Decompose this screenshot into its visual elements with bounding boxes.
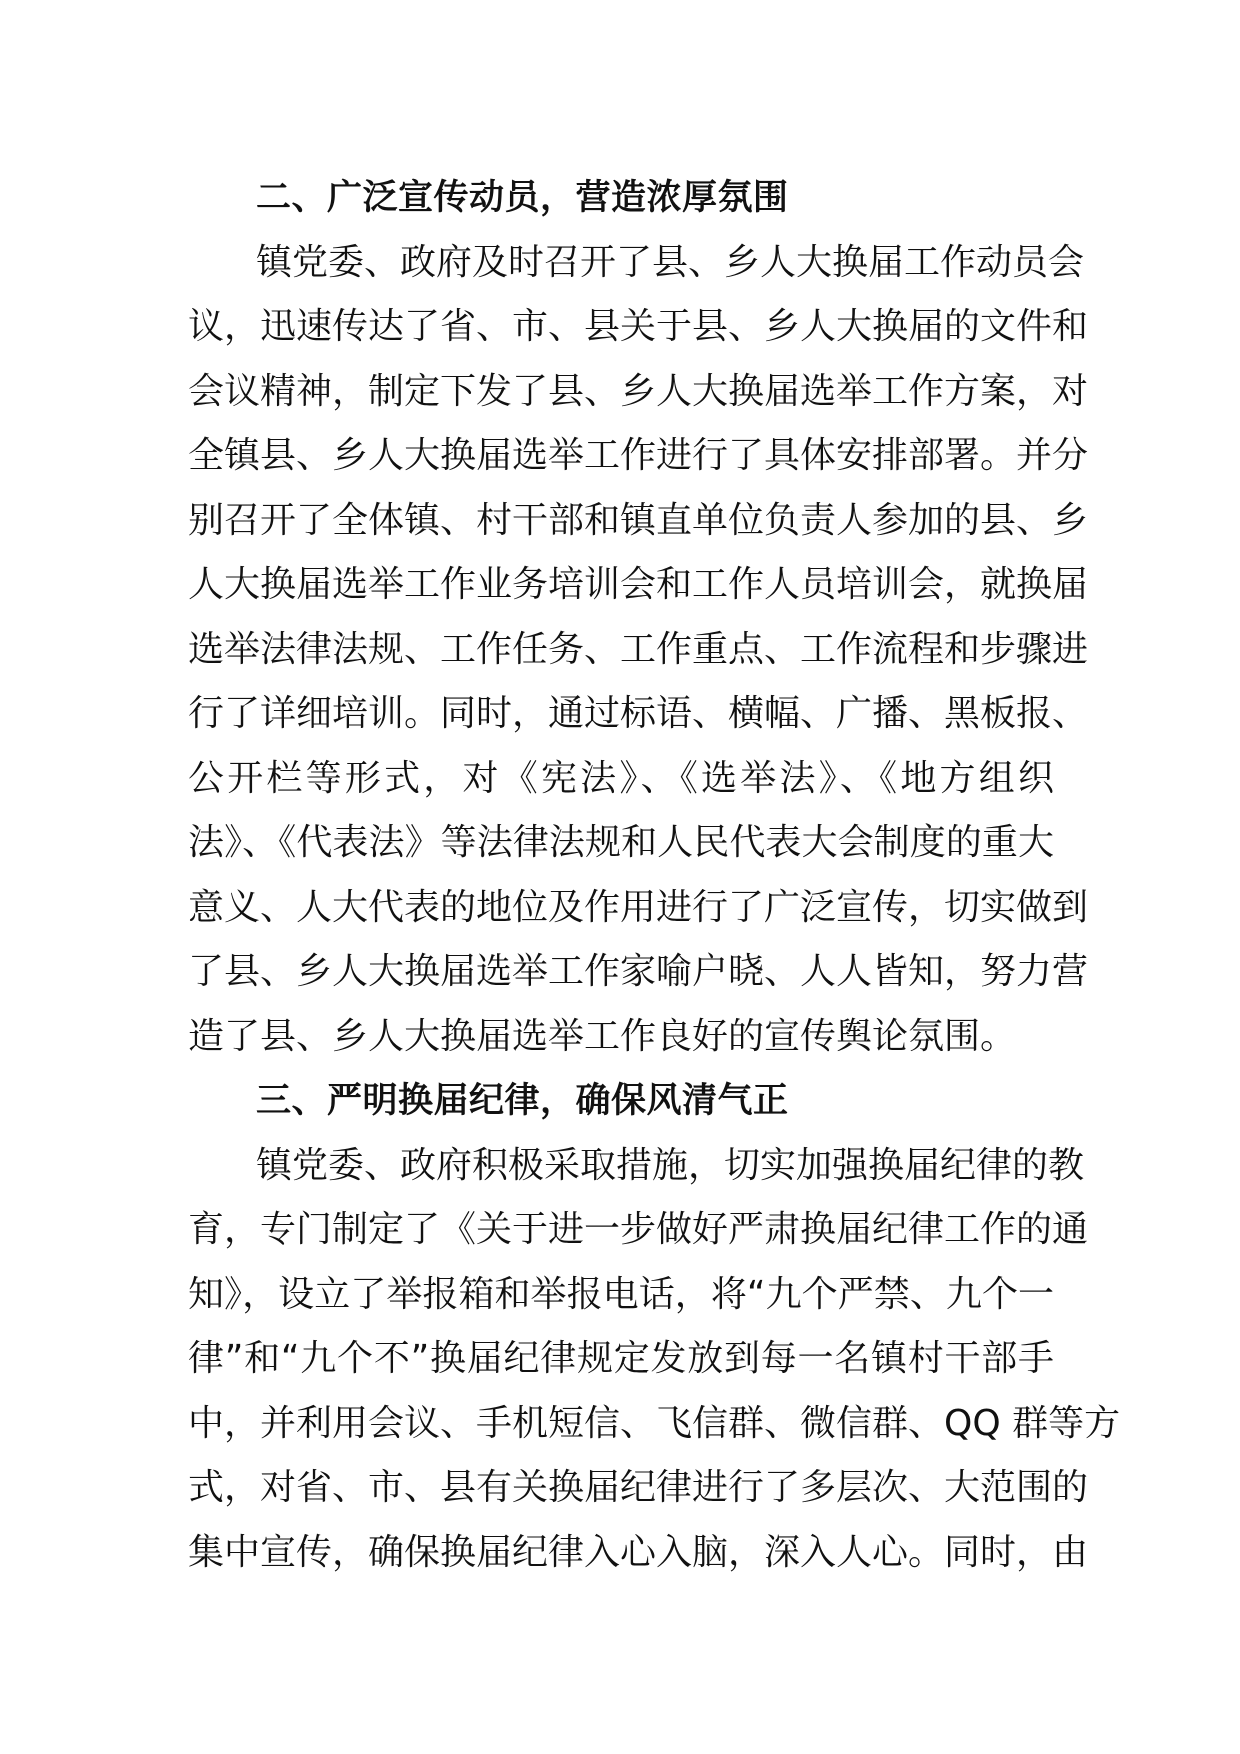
paragraph-line: 了县、乡人大换届选举工作家喻户晓、人人皆知，努力营 [188, 951, 1089, 992]
paragraph-line: 意义、人大代表的地位及作用进行了广泛宣传，切实做到 [188, 886, 1089, 928]
paragraph-line: 知》，设立了举报箱和举报电话，将“九个严禁、九个一 [188, 1273, 1054, 1315]
section-heading-3: 三、严明换届纪律，确保风清气正 [256, 1081, 789, 1121]
paragraph-line: 别召开了全体镇、村干部和镇直单位负责人参加的县、乡 [188, 499, 1089, 541]
section-2-paragraph [188, 231, 1089, 1070]
paragraph-line: 镇党委、政府积极采取措施，切实加强换届纪律的教 [256, 1144, 1085, 1186]
paragraph-line: 会议精神，制定下发了县、乡人大换届选举工作方案，对 [188, 370, 1089, 412]
paragraph-line: 镇党委、政府及时召开了县、乡人大换届工作动员会 [256, 241, 1085, 283]
paragraph-line: 行了详细培训。同时，通过标语、横幅、广播、黑板报、 [188, 693, 1089, 734]
paragraph-line: 育，专门制定了《关于进一步做好严肃换届纪律工作的通 [188, 1209, 1089, 1250]
paragraph-line: 全镇县、乡人大换届选举工作进行了具体安排部署。并分 [188, 435, 1089, 476]
paragraph-line: 选举法律法规、工作任务、工作重点、工作流程和步骤进 [188, 628, 1089, 670]
paragraph-line: 法》、《代表法》等法律法规和人民代表大会制度的重大 [188, 822, 1054, 863]
document-body [188, 166, 1121, 1585]
paragraph-line: 公开栏等形式，对《宪法》、《选举法》、《地方组织 [188, 757, 1054, 799]
paragraph-line: 造了县、乡人大换届选举工作良好的宣传舆论氛围。 [188, 1015, 1017, 1057]
paragraph-line: 律”和“九个不”换届纪律规定发放到每一名镇村干部手 [188, 1338, 1054, 1379]
paragraph-line: 议，迅速传达了省、市、县关于县、乡人大换届的文件和 [188, 306, 1089, 347]
section-3-paragraph [188, 1134, 1121, 1586]
section-heading-2: 二、广泛宣传动员，营造浓厚氛围 [256, 178, 789, 218]
paragraph-line: 集中宣传，确保换届纪律入心入脑，深入人心。同时，由 [188, 1531, 1089, 1573]
paragraph-line: 人大换届选举工作业务培训会和工作人员培训会，就换届 [188, 564, 1089, 605]
paragraph-line: 中，并利用会议、手机短信、飞信群、微信群、QQ 群等方 [188, 1402, 1121, 1444]
paragraph-line: 式，对省、市、县有关换届纪律进行了多层次、大范围的 [188, 1467, 1089, 1508]
